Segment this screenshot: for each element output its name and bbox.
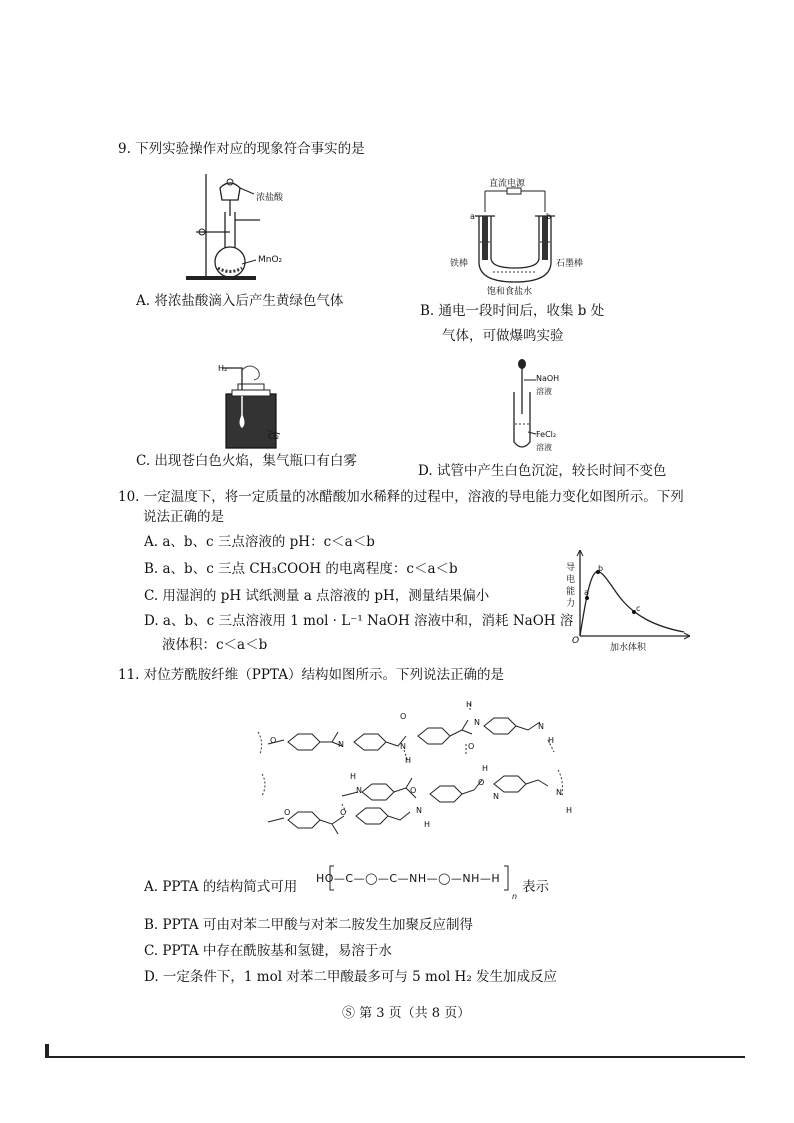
q9d-label-naoh-solution: 溶液: [536, 387, 552, 396]
q10-option-d-line1: D. a、b、c 三点溶液用 1 mol · L⁻¹ NaOH 溶液中和，消耗 NaOH 溶: [144, 613, 574, 629]
q9b-electrolysis-figure: [465, 172, 585, 292]
q9-option-d: D. 试管中产生白色沉淀，较长时间不变色: [418, 463, 667, 479]
q11-atom-n-5: N: [416, 806, 422, 815]
q9d-label-fecl2: FeCl₂: [536, 430, 557, 439]
q11-atom-o-2: O: [400, 712, 407, 721]
q11-atom-o-5: O: [410, 786, 417, 795]
q9d-label-fecl2-solution: 溶液: [536, 443, 552, 452]
q9b-label-b: b: [546, 212, 552, 221]
q10-option-b: B. a、b、c 三点 CH₃COOH 的电离程度：c＜a＜b: [144, 561, 458, 577]
q9c-label-h2: H₂: [218, 364, 228, 373]
q10-option-d-line2: 液体积：c＜a＜b: [162, 637, 268, 653]
q11-atom-o-6: O: [478, 778, 485, 787]
q10-conductivity-graph: [572, 548, 692, 648]
q11-option-a-n: n: [512, 892, 518, 901]
q11-option-a-prefix: A. PPTA 的结构简式可用: [144, 879, 298, 895]
q11-option-d: D. 一定条件下，1 mol 对苯二甲酸最多可与 5 mol H₂ 发生加成反应: [144, 969, 558, 985]
q10-x-axis-label: 加水体积: [610, 643, 647, 653]
q10-option-a: A. a、b、c 三点溶液的 pH：c＜a＜b: [144, 534, 375, 550]
q9-option-a: A. 将浓盐酸滴入后产生黄绿色气体: [136, 293, 344, 309]
q9b-label-graphite: 石墨棒: [556, 259, 584, 269]
q10-option-c: C. 用湿润的 pH 试纸测量 a 点溶液的 pH，测量结果偏小: [144, 588, 490, 604]
q11-atom-h-2: H: [466, 700, 473, 709]
q11-option-b: B. PPTA 可由对苯二甲酸与对苯二胺发生加聚反应制得: [144, 917, 473, 933]
q11-atom-h-6: H: [482, 764, 489, 773]
q10-y-axis-label: 导电能力: [566, 563, 576, 609]
q9d-label-naoh: NaOH: [536, 374, 560, 383]
q11-ppta-structure-figure: [258, 700, 588, 840]
q10-stem-line2: 说法正确的是: [143, 509, 224, 525]
q11-atom-h-7: H: [566, 806, 573, 815]
q11-atom-o-3: O: [468, 742, 475, 751]
q11-atom-n-4: N: [538, 722, 544, 731]
q10-label-b: b: [598, 564, 604, 573]
q9b-label-power: 直流电源: [489, 179, 526, 189]
q11-atom-h-5: H: [350, 772, 357, 781]
q11-atom-h-1: H: [405, 756, 412, 765]
q9-option-c: C. 出现苍白色火焰，集气瓶口有白雾: [136, 453, 357, 469]
q11-atom-h-3: H: [548, 736, 555, 745]
q11-atom-n-1: N: [338, 740, 344, 749]
q10-origin-label: O: [572, 636, 580, 646]
q11-atom-h-4: H: [424, 820, 431, 829]
q11-option-a-formula: HO—C—◯—C—NH—◯—NH—H: [316, 872, 501, 885]
q11-option-a-suffix: 表示: [522, 879, 549, 895]
q9-option-b-line2: 气体，可做爆鸣实验: [442, 328, 564, 344]
bottom-rule: [45, 1056, 745, 1058]
page-footer: Ⓢ 第 3 页（共 8 页）: [342, 1006, 471, 1021]
q9a-label-mno2: MnO₂: [258, 255, 283, 265]
q11-atom-n-2: N: [400, 742, 406, 751]
q11-atom-o-1: O: [270, 736, 277, 745]
q11-option-c: C. PPTA 中存在酰胺基和氢键，易溶于水: [144, 943, 392, 959]
q9c-label-cl2: Cl₂: [268, 432, 280, 441]
q10-stem-line1: 10. 一定温度下，将一定质量的冰醋酸加水稀释的过程中，溶液的导电能力变化如图所示。下列: [118, 489, 684, 505]
q9b-label-iron: 铁棒: [450, 259, 469, 269]
q11-atom-n-3: N: [474, 718, 480, 727]
q9b-label-a: a: [470, 212, 475, 221]
corner-mark: [45, 1044, 49, 1058]
q10-label-c: c: [636, 604, 641, 613]
q11-atom-n-8: N: [556, 788, 562, 797]
q10-label-a: a: [584, 588, 589, 597]
q11-atom-n-6: N: [356, 786, 362, 795]
q11-atom-o-4: O: [340, 808, 347, 817]
q9-stem: 9. 下列实验操作对应的现象符合事实的是: [118, 141, 365, 157]
q11-formula-brackets: [328, 864, 518, 894]
q9b-label-brine: 饱和食盐水: [487, 287, 533, 297]
q11-stem: 11. 对位芳酰胺纤维（PPTA）结构如图所示。下列说法正确的是: [118, 667, 504, 683]
q9c-gas-jar-figure: [210, 362, 290, 457]
q11-atom-n-7: N: [493, 792, 499, 801]
q9a-label-acid: 浓盐酸: [256, 193, 284, 203]
q9-option-b-line1: B. 通电一段时间后，收集 b 处: [420, 303, 605, 319]
q11-atom-o-7: O: [284, 808, 291, 817]
